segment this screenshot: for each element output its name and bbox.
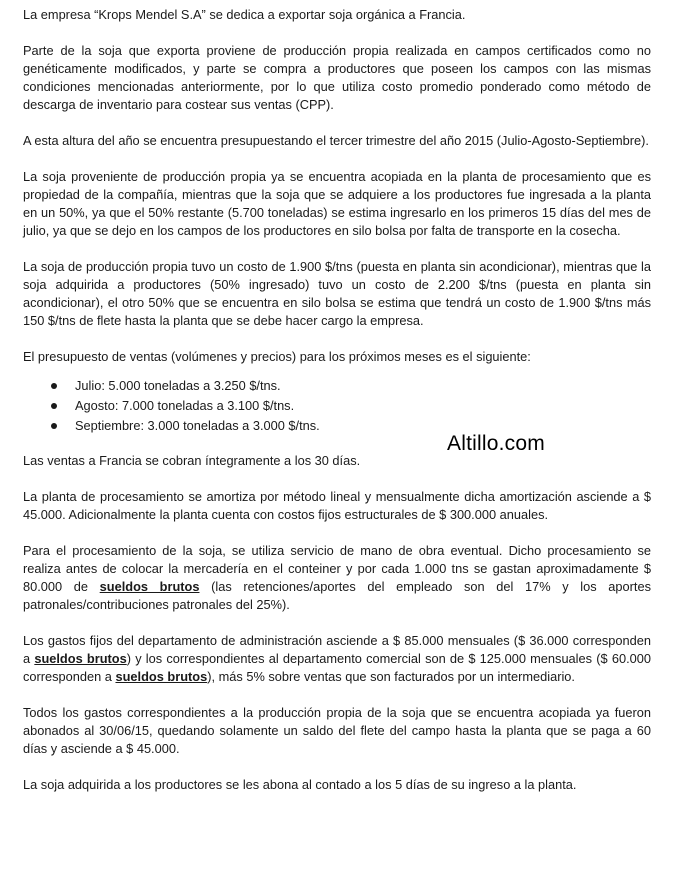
list-item: Septiembre: 3.000 toneladas a 3.000 $/tns. <box>23 416 651 436</box>
labor-text-a: Para el procesamiento de la soja, se utiliza servicio de mano de obra eventual. Dicho procesamiento se realiza antes de colocar la mercadería en el conteiner y por cada 1.000 tns se gastan aproximadamente $ 80.000 de <box>23 543 651 594</box>
budget-period-paragraph: A esta altura del año se encuentra presupuestando el tercer trimestre del año 2015 (Julio-Agosto-Septiembre). <box>23 133 649 148</box>
fixed-text-b: ) y los correspondientes al departamento comercial son de $ 125.000 mensuales ($ 60.000 corresponden a <box>23 651 651 684</box>
own-production-paragraph: Todos los gastos correspondientes a la producción propia de la soja que se encuentra acopiada ya fueron abonados al 30/06/15, quedando solamente un saldo del flete del campo hasta la planta que se paga a 60 días y asciende a $ 45.000. <box>23 705 651 756</box>
sales-budget-list <box>23 376 651 436</box>
payment-terms-paragraph: La soja adquirida a los productores se les abona al contado a los 5 días de su ingreso a la planta. <box>23 777 577 792</box>
cost-method-paragraph: Parte de la soja que exporta proviene de producción propia realizada en campos certificados como no genéticamente modificados, y parte se compra a productores que poseen los campos con las mismas condiciones mencionadas anteriormente, por lo que utiliza costo promedio ponderado como método de descarga de inventario para costear sus ventas (CPP). <box>23 43 651 112</box>
sales-budget-intro: El presupuesto de ventas (volúmenes y precios) para los próximos meses es el siguiente: <box>23 349 531 364</box>
depreciation-paragraph: La planta de procesamiento se amortiza por método lineal y mensualmente dicha amortización asciende a $ 45.000. Adicionalmente la planta cuenta con costos fijos estructurales de $ 300.000 anuales. <box>23 489 651 522</box>
fixed-text-a: Los gastos fijos del departamento de administración asciende a $ 85.000 mensuales ($ 36.000 corresponden a <box>23 633 651 666</box>
list-item: Julio: 5.000 toneladas a 3.250 $/tns. <box>23 376 651 396</box>
stock-paragraph: La soja proveniente de producción propia ya se encuentra acopiada en la planta de procesamiento que es propiedad de la compañía, mientras que la soja que se adquiere a los productores fue ingresada a la planta en un 50%, ya que el 50% restante (5.700 toneladas) se estima ingresarlo en los primeros 15 días del mes de julio, ya que se dejo en los campos de los productores en silo bolsa por falta de transporte en la cosecha. <box>23 169 651 238</box>
list-item: Agosto: 7.000 toneladas a 3.100 $/tns. <box>23 396 651 416</box>
collections-paragraph: Las ventas a Francia se cobran íntegramente a los 30 días. <box>23 453 361 468</box>
costs-paragraph: La soja de producción propia tuvo un costo de 1.900 $/tns (puesta en planta sin acondicionar), mientras que la soja adquirida a productores (50% ingresado) tuvo un costo de 2.200 $/tns (puesta en planta sin acondicionar), el otro 50% que se encuentra en silo bolsa se estima que tendrá un costo de 1.900 $/tns más 150 $/tns de flete hasta la planta que se debe hacer cargo la empresa. <box>23 259 651 328</box>
gross-salaries-emphasis: sueldos brutos <box>99 579 200 594</box>
labor-text-b: (las retenciones/aportes del empleado son del 17% y los aportes patronales/contribuciones patronales del 25%). <box>23 579 651 612</box>
fixed-text-c: ), más 5% sobre ventas que son facturados por un intermediario. <box>207 669 575 684</box>
labor-paragraph <box>23 542 651 614</box>
gross-salaries-emphasis: sueldos brutos <box>34 651 127 666</box>
document-body <box>23 6 651 812</box>
watermark-text: Altillo.com <box>447 432 545 455</box>
gross-salaries-emphasis: sueldos brutos <box>115 669 208 684</box>
fixed-expenses-paragraph <box>23 632 651 686</box>
intro-paragraph: La empresa “Krops Mendel S.A” se dedica a exportar soja orgánica a Francia. <box>23 7 466 22</box>
